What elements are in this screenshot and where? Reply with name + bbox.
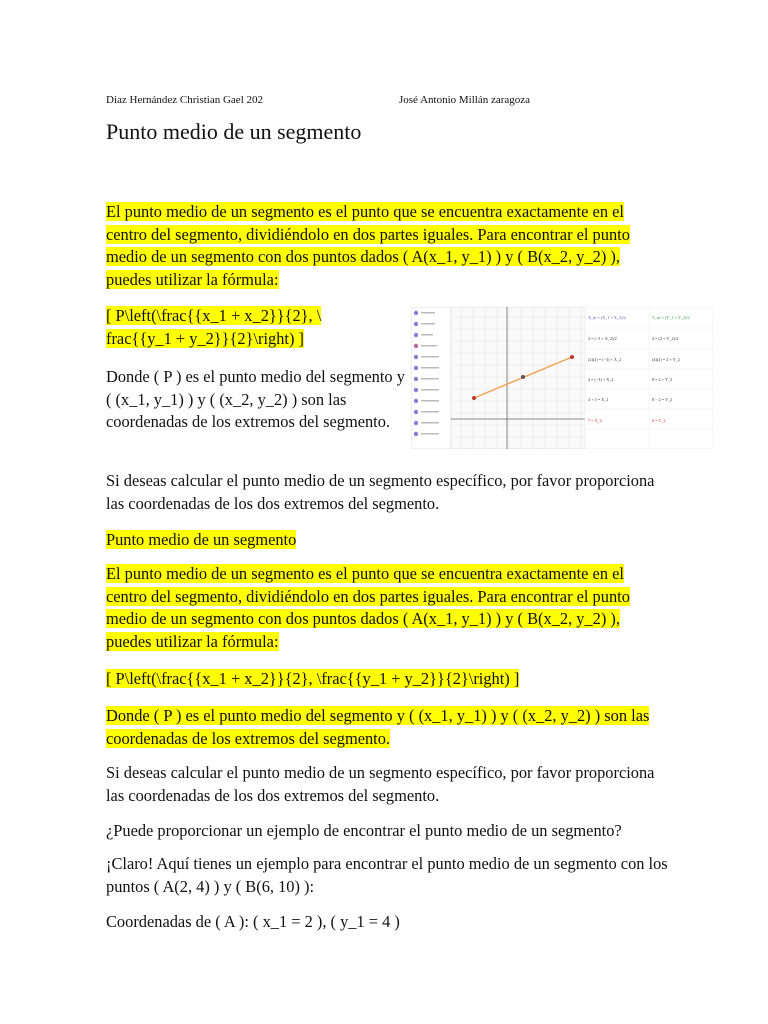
calc-y-1: 4 = (2 + Y_2)/2 xyxy=(652,336,679,341)
formula-1-line-1: [ P\left(\frac{{x_1 + x_2}}{2}, \ xyxy=(106,306,322,325)
formula-1-line-2: frac{{y_1 + y_2}}{2}\right) ] xyxy=(106,328,305,348)
coordinates-a: Coordenadas de ( A ): ( x_1 = 2 ), ( y_1 = 4 ) xyxy=(106,912,400,931)
calc-y-0: Y_m = (Y_1 + Y_2)/2 xyxy=(652,315,690,320)
intro-text-1: El punto medio de un segmento es el punto que se encuentra exactamente en el centro del segmento, dividiéndolo en dos partes iguales. Para encontrar el punto medio de un segmento con dos puntos dados ( A(x_1, y_1) ) y ( B(x_2, y_2) ), puedes utilizar la fórmula: xyxy=(106,202,630,289)
point-b xyxy=(570,355,574,359)
donde-paragraph-2 xyxy=(106,705,666,750)
point-midpoint xyxy=(521,375,525,379)
subtitle-2 xyxy=(106,529,296,552)
calc-x-4: 4 + 3 = X_2 xyxy=(588,397,609,402)
calc-y-5: 6 = Y_2 xyxy=(652,418,666,423)
answer-paragraph: ¡Claro! Aquí tienes un ejemplo para encontrar el punto medio de un segmento con los puntos ( A(2, 4) ) y ( B(6, 10) ): xyxy=(106,854,668,896)
header-teacher: José Antonio Millán zaragoza xyxy=(399,94,531,106)
calc-x-2: (2)(2) = (−3) + X_2 xyxy=(588,357,622,362)
calc-x-0: X_m = (X_1 + X_2)/2 xyxy=(588,315,626,320)
intro-paragraph-2 xyxy=(106,563,666,653)
point-a xyxy=(472,396,476,400)
calc-x-5: 7 = X_2 xyxy=(588,418,602,423)
si-paragraph-1: Si deseas calcular el punto medio de un segmento específico, por favor proporciona las coordenadas de los dos extremos del segmento. xyxy=(106,471,655,513)
geogebra-screenshot xyxy=(411,307,713,449)
document-title: Punto medio de un segmento xyxy=(106,119,362,144)
calc-y-2: (4)(2) = 2 + Y_2 xyxy=(652,357,680,362)
intro-paragraph-1 xyxy=(106,201,666,291)
calc-x-3: 4 = (−3) + X_2 xyxy=(588,377,614,382)
calc-x-1: 2 = (−3 + X_2)/2 xyxy=(588,336,617,341)
question-paragraph: ¿Puede proporcionar un ejemplo de encontrar el punto medio de un segmento? xyxy=(106,821,622,840)
formula-1 xyxy=(106,305,376,350)
formula-2 xyxy=(106,668,519,691)
calc-y-4: 8 − 2 = Y_2 xyxy=(652,397,673,402)
formula-2-text: [ P\left(\frac{{x_1 + x_2}}{2}, \frac{{y_1 + y_2}}{2}\right) ] xyxy=(106,669,520,688)
subtitle-2-text: Punto medio de un segmento xyxy=(106,530,297,549)
intro-text-2: El punto medio de un segmento es el punto que se encuentra exactamente en el centro del segmento, dividiéndolo en dos partes iguales. Para encontrar el punto medio de un segmento con dos puntos dados ( A(x_1, y_1) ) y ( B(x_2, y_2) ), puedes utilizar la fórmula: xyxy=(106,564,630,651)
calc-y-3: 8 = 2 + Y_2 xyxy=(652,377,673,382)
header-author: Diaz Hernández Christian Gael 202 xyxy=(106,94,263,106)
donde-paragraph-1: Donde ( P ) es el punto medio del segmento y ( (x_1, y_1) ) y ( (x_2, y_2) ) son las coordenadas de los extremos del segmento. xyxy=(106,367,405,431)
si-paragraph-2: Si deseas calcular el punto medio de un segmento específico, por favor proporciona las coordenadas de los dos extremos del segmento. xyxy=(106,763,655,805)
donde-text-2: Donde ( P ) es el punto medio del segmento y ( (x_1, y_1) ) y ( (x_2, y_2) ) son las coordenadas de los extremos del segmento. xyxy=(106,706,650,748)
